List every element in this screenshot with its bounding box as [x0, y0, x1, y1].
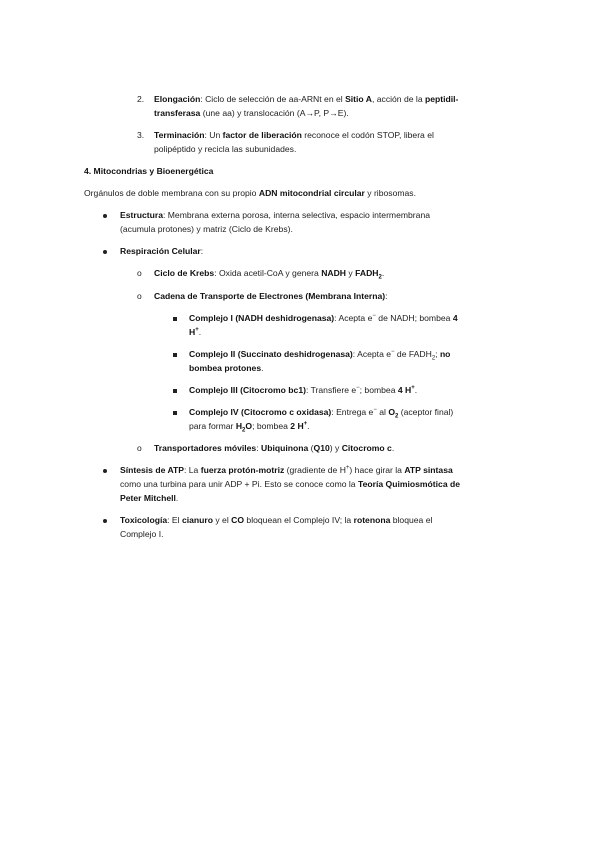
square-bullet-icon: [173, 389, 177, 393]
list-number: 2.: [137, 94, 145, 104]
bullet-estructura-cont: (acumula protones) y matriz (Ciclo de Krebs).: [120, 224, 293, 234]
circle-bullet-icon: o: [137, 291, 142, 301]
list-item-terminacion-cont: polipéptido y recicla las subunidades.: [154, 144, 297, 154]
bullet-sintesis-cont2: Peter Mitchell.: [120, 493, 179, 503]
bullet-sintesis-cont: como una turbina para unir ADP + Pi. Esto se conoce como la Teoría Quimiosmótica de: [120, 479, 461, 489]
intro-paragraph: Orgánulos de doble membrana con su propio ADN mitocondrial circular y ribosomas.: [84, 188, 416, 198]
bullet-estructura: Estructura: Membrana externa porosa, interna selectiva, espacio intermembrana: [120, 210, 431, 220]
circle-bullet-icon: o: [137, 443, 142, 453]
complejo-iv-cont: para formar $H_2O$; bombea 2 H+.: [189, 421, 310, 434]
complejo-i-cont: H+.: [189, 327, 202, 337]
complejo-iii: Complejo III (Citocromo bc1): Transfiere e−; bombea 4 H+.: [189, 385, 418, 395]
subbullet-cadena: Cadena de Transporte de Electrones (Membrana Interna):: [154, 291, 388, 301]
list-item-elongacion-cont: transferasa (une aa) y translocación (A→P, P→E).: [154, 108, 349, 118]
list-item-terminacion: Terminación: Un factor de liberación reconoce el codón STOP, libera el: [154, 130, 434, 140]
square-bullet-icon: [173, 411, 177, 415]
bullet-icon: [103, 250, 107, 254]
bullet-toxicologia: Toxicología: El cianuro y el CO bloquean el Complejo IV; la rotenona bloquea el: [120, 515, 433, 525]
circle-bullet-icon: o: [137, 268, 142, 278]
section-heading: 4. Mitocondrias y Bioenergética: [84, 166, 214, 176]
bullet-icon: [103, 469, 107, 473]
square-bullet-icon: [173, 353, 177, 357]
bullet-toxicologia-cont: Complejo I.: [120, 529, 164, 539]
list-number: 3.: [137, 130, 145, 140]
bullet-sintesis: Síntesis de ATP: La fuerza protón-motriz (gradiente de H+) hace girar la ATP sintasa: [120, 465, 453, 475]
subbullet-krebs: Ciclo de Krebs: Oxida acetil-CoA y genera NADH y $FADH_2$.: [154, 268, 385, 281]
bullet-icon: [103, 214, 107, 218]
complejo-i: Complejo I (NADH deshidrogenasa): Acepta e− de NADH; bombea 4: [189, 313, 458, 323]
complejo-iv: Complejo IV (Citocromo c oxidasa): Entrega e− al $O_2$ (aceptor final): [189, 407, 454, 420]
bullet-respiracion: Respiración Celular:: [120, 246, 204, 256]
complejo-ii-cont: bombea protones.: [189, 363, 264, 373]
subbullet-transportadores: Transportadores móviles: Ubiquinona (Q10) y Citocromo c.: [154, 443, 395, 453]
bullet-icon: [103, 519, 107, 523]
square-bullet-icon: [173, 317, 177, 321]
list-item-elongacion: Elongación: Ciclo de selección de aa-ARNt en el Sitio A, acción de la peptidil-: [154, 94, 459, 104]
complejo-ii: Complejo II (Succinato deshidrogenasa): Acepta e− de $FADH_2$; no: [189, 349, 451, 362]
